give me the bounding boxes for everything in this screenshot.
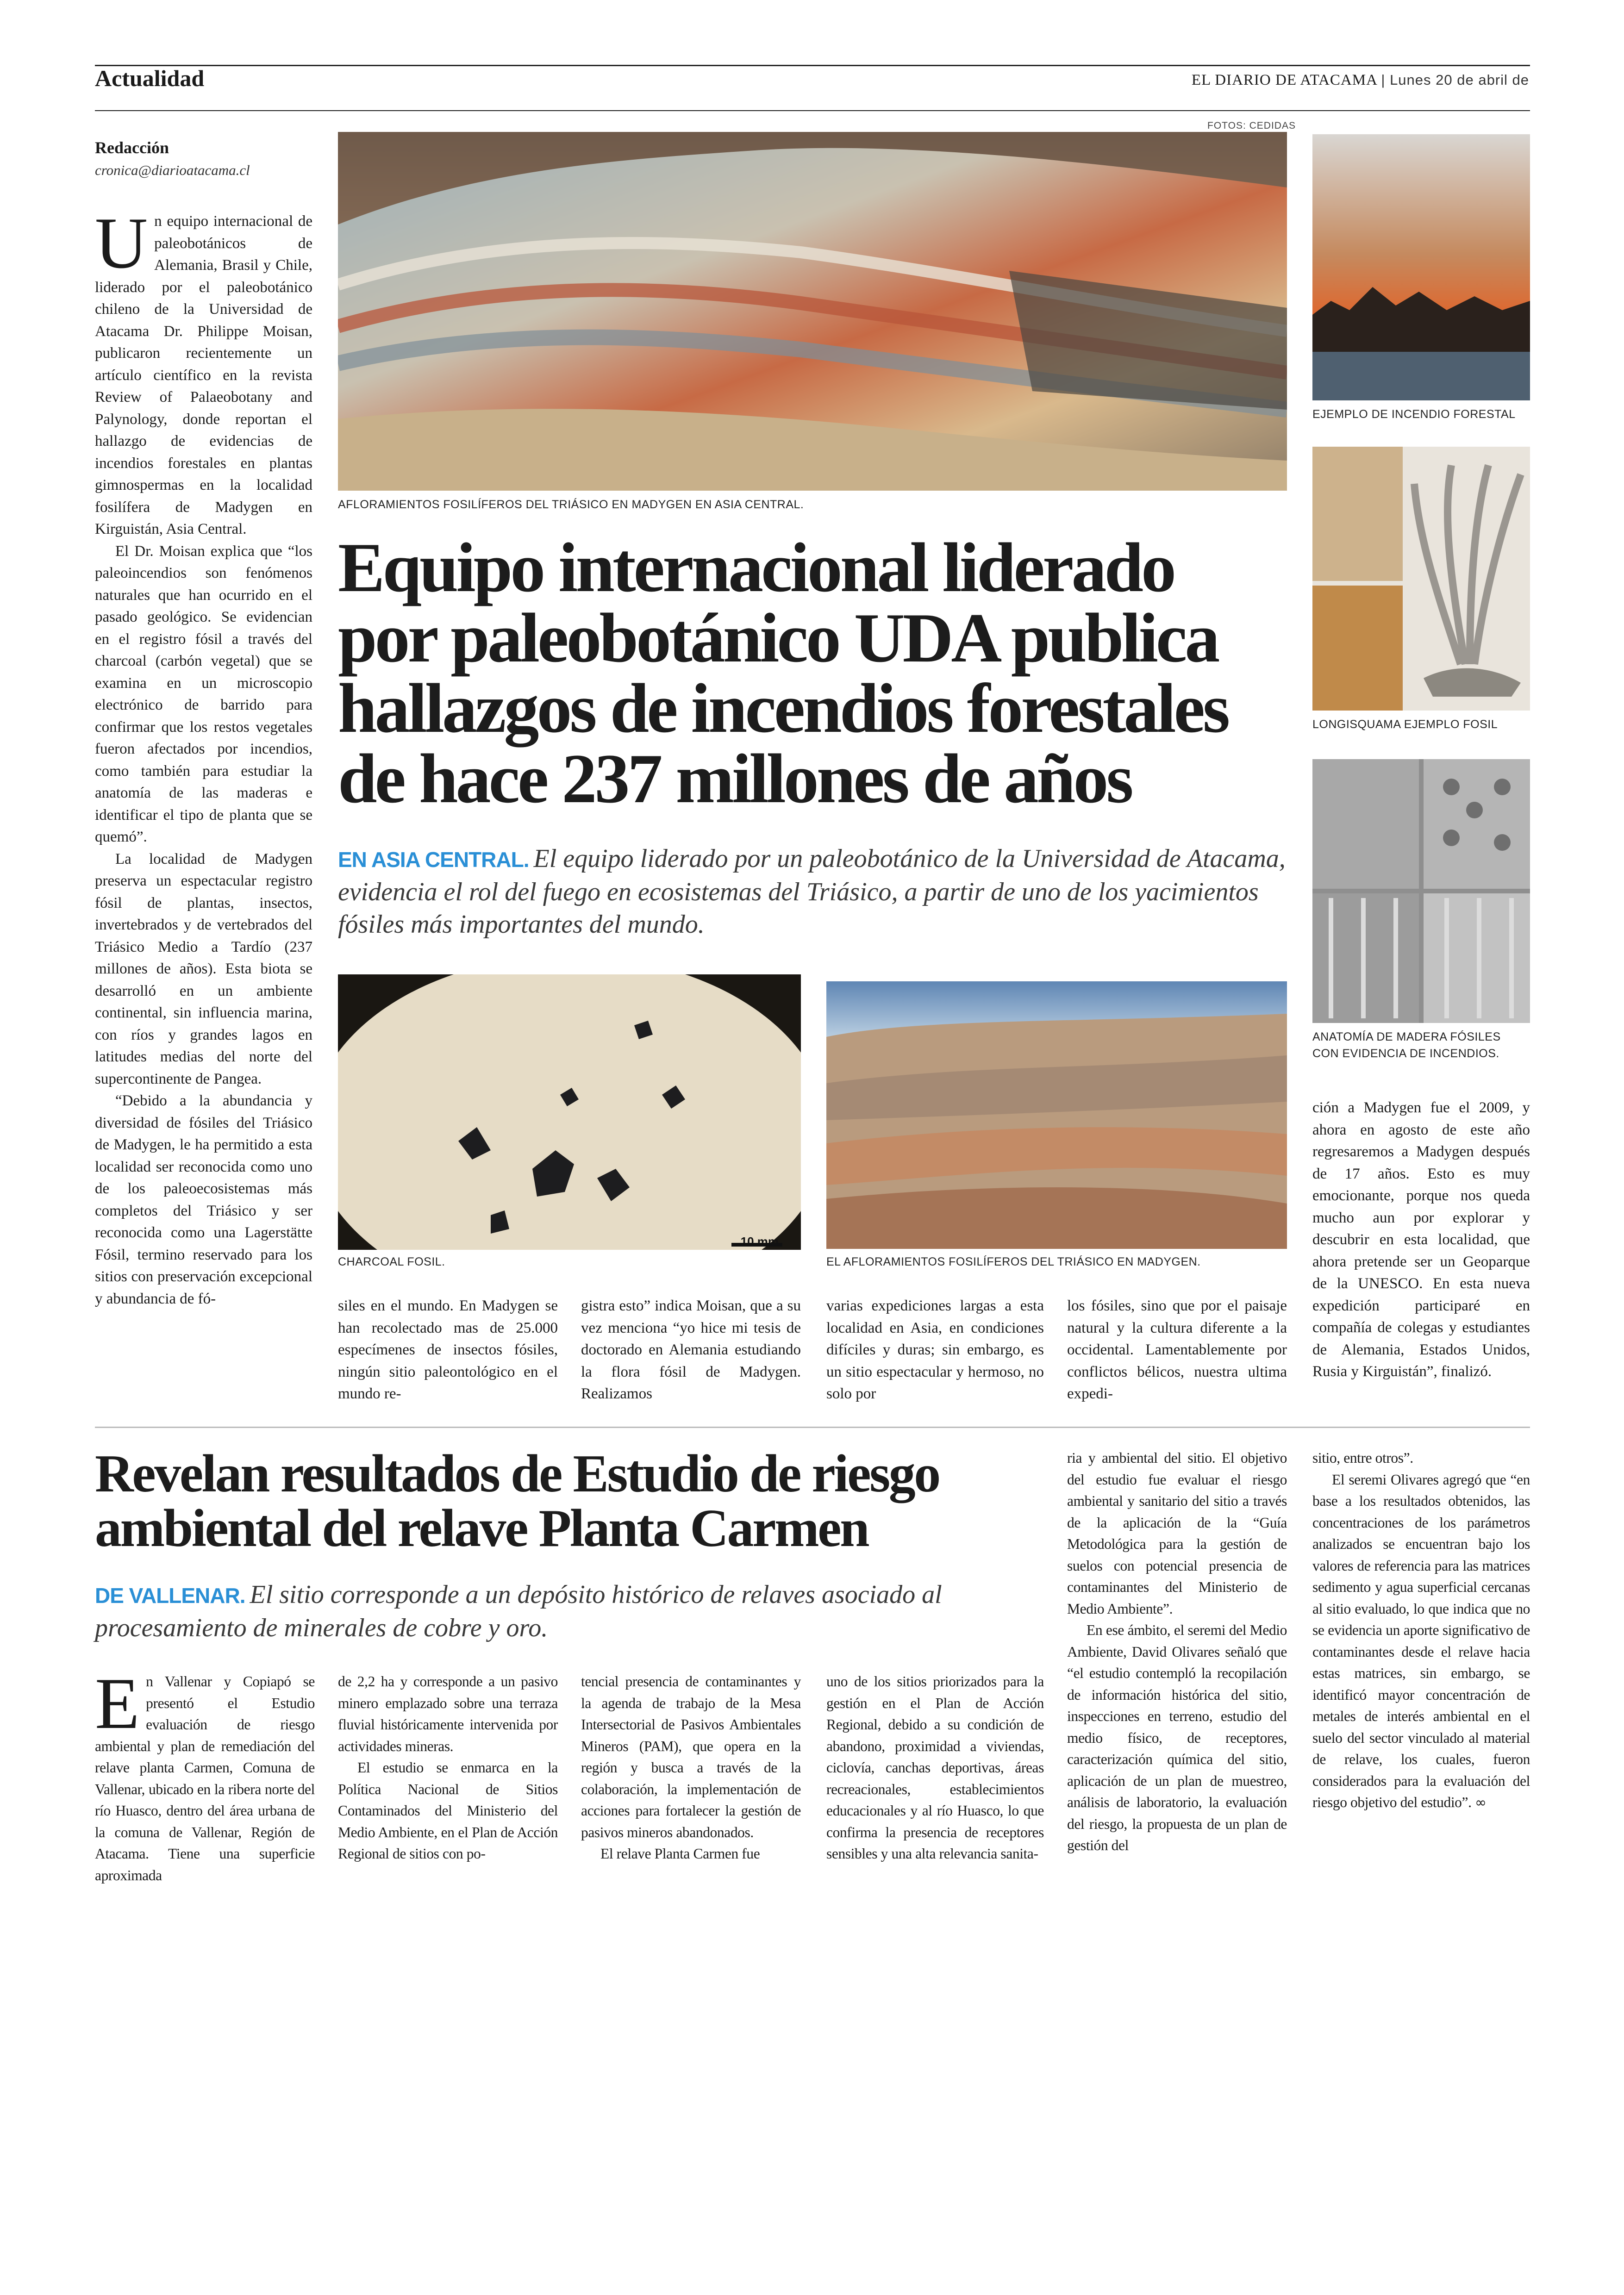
- headline-line: ambiental del relave Planta Carmen: [95, 1499, 868, 1558]
- header-top-rule: [95, 65, 1530, 66]
- article1-column-5: [1067, 1295, 1287, 1416]
- article1-deck: [338, 842, 1292, 941]
- caption-main-photo: AFLORAMIENTOS FOSILÍFEROS DEL TRIÁSICO EN MADYGEN EN ASIA CENTRAL.: [338, 498, 804, 511]
- header-bottom-rule: [95, 110, 1530, 111]
- paragraph: tencial presencia de contaminantes y la agenda de trabajo de la Mesa Intersectorial de Pasivos Ambientales Mineros (PAM), que opera en la región y busca a través de la colaboración, la implementación de acciones para fortalecer la gestión de pasivos mineros abandonados.: [581, 1673, 801, 1840]
- article1-column-2: [338, 1295, 558, 1416]
- paragraph: La localidad de Madygen preserva un espectacular registro fósil de plantas, insectos, invertebrados y de vertebrados del Triásico Medio a Tardío (237 millones de años). Esta biota se desarrolló en un ambiente continental, sin influencia marina, con ríos y grandes lagos en latitudes medias del norte del supercontinente de Pangea.: [95, 850, 312, 1087]
- article1-column-1: [95, 203, 312, 1414]
- article2-deck: [95, 1578, 1039, 1644]
- article1-column-3: [581, 1295, 801, 1416]
- madygen-outcrop-photo: [338, 132, 1287, 491]
- dropcap: E: [95, 1663, 140, 1744]
- headline-line: Revelan resultados de Estudio de riesgo: [95, 1444, 939, 1503]
- paragraph: ria y ambiental del sitio. El objetivo del estudio fue evaluar el riesgo ambiental y sanitario del sitio a través de la aplicación de la “Guía Metodológica para la gestión de suelos con potencial presencia de contaminantes del Ministerio de Medio Ambiente”.: [1067, 1450, 1287, 1617]
- paragraph: uno de los sitios priorizados para la gestión en el Plan de Acción Regional, debido a su condición de abandono, proximidad a viviendas, ciclovía, canchas deportivas, áreas recreacionales, establecimientos educacionales y al río Huasco, lo que confirma la presencia de receptores sensibles y una alta relevancia sanita-: [826, 1673, 1044, 1862]
- paragraph: siles en el mundo. En Madygen se han recolectado mas de 25.000 especímenes de insectos fósiles, ningún sitio paleontológico en el mundo re-: [338, 1297, 558, 1402]
- paragraph: de 2,2 ha y corresponde a un pasivo minero emplazado sobre una terraza fluvial históricamente intervenida por actividades mineras.: [338, 1673, 558, 1754]
- article2-column-1: [95, 1663, 315, 1912]
- article-separator: [95, 1427, 1530, 1428]
- article2-column-2: [338, 1671, 558, 1912]
- paragraph: sitio, entre otros”.: [1312, 1450, 1413, 1466]
- caption-longisquama: LONGISQUAMA EJEMPLO FOSIL: [1312, 718, 1498, 731]
- caption-anatomy: ANATOMÍA DE MADERA FÓSILES CON EVIDENCIA DE INCENDIOS.: [1312, 1030, 1501, 1060]
- caption-fire: EJEMPLO DE INCENDIO FORESTAL: [1312, 408, 1516, 421]
- wood-anatomy-photo: [1312, 759, 1530, 1023]
- caption-charcoal: CHARCOAL FOSIL.: [338, 1255, 445, 1268]
- article1-headline: [338, 529, 1301, 817]
- caption-madygen: EL AFLORAMIENTOS FOSILÍFEROS DEL TRIÁSICO EN MADYGEN.: [826, 1255, 1201, 1268]
- paragraph: El relave Planta Carmen fue: [600, 1846, 760, 1862]
- section-name: Actualidad: [95, 65, 205, 91]
- kicker: EN ASIA CENTRAL.: [338, 848, 529, 872]
- article2-column-5: [1067, 1447, 1287, 1915]
- forest-fire-photo: [1312, 134, 1530, 400]
- charcoal-fossil-photo: [338, 974, 801, 1250]
- madygen-landscape-photo: [826, 981, 1287, 1249]
- paragraph: En ese ámbito, el seremi del Medio Ambiente, David Olivares señaló que “el estudio contempló la recopilación de información histórica del sitio, inspecciones en terreno, estudio del medio físico, de receptores, caracterización química del sitio, aplicación de un plan de muestreo, análisis de laboratorio, la evaluación del riesgo, la propuesta de un plan de gestión del: [1067, 1622, 1287, 1853]
- paragraph: El seremi Olivares agregó que “en base a los resultados obtenidos, las concentraciones de los parámetros analizados se encuentran bajo los valores de referencia para las matrices sedimento y agua superficial cercanas al sitio evaluado, lo que indica que no se evidencia un aporte significativo de contaminantes desde el relave hacia estas matrices, sin embargo, se identificó mayor concentración de metales de interés ambiental en el suelo del sector vinculado al material de relave, los cuales, fueron considerados para la evaluación del riesgo objetivo del estudio”.: [1312, 1471, 1530, 1810]
- article1-column-6: [1312, 1097, 1530, 1416]
- paper-name: EL DIARIO DE ATACAMA: [1191, 72, 1377, 88]
- paragraph: los fósiles, sino que por el paisaje natural y la cultura diferente a la occidental. Lamentablemente por conflictos bélicos, nuestra ultima expedi-: [1067, 1297, 1287, 1402]
- headline-line: hallazgos de incendios forestales: [338, 669, 1228, 747]
- paragraph: n Vallenar y Copiapó se presentó el Estudio evaluación de riesgo ambiental y plan de remediación del relave planta Carmen, Comuna de Vallenar, ubicado en la ribera norte del río Huasco, dentro del área urbana de la comuna de Vallenar, Región de Atacama. Tiene una superficie aproximada: [95, 1673, 315, 1883]
- article2-headline: [95, 1444, 1058, 1558]
- headline-line: Equipo internacional liderado: [338, 529, 1174, 606]
- byline-email: cronica@diarioatacama.cl: [95, 162, 250, 178]
- kicker: DE VALLENAR.: [95, 1584, 245, 1608]
- end-mark: ∞: [1475, 1795, 1487, 1811]
- byline-name: Redacción: [95, 138, 169, 157]
- paragraph: n equipo internacional de paleobotánicos de Alemania, Brasil y Chile, liderado por el paleobotánico chileno de la Universidad de Atacama Dr. Philippe Moisan, publicaron recientemente un artículo científico en la revista Review of Palaeobotany and Palynology, donde reportan el hallazgo de evidencias de incendios forestales en plantas gimnospermas en la localidad fosilífera de Madygen en Kirguistán, Asia Central.: [95, 213, 312, 537]
- photo-credit: FOTOS: CEDIDAS: [1207, 120, 1296, 131]
- article2-column-6: [1312, 1447, 1530, 1915]
- scale-label: 10 mm: [740, 1235, 779, 1248]
- masthead: EL DIARIO DE ATACAMA | Lunes 20 de abril de: [1191, 72, 1529, 88]
- deck-text: El equipo liderado por un paleobotánico de la Universidad de Atacama, evidencia el rol del fuego en ecosistemas del Triásico, a partir de uno de los yacimientos fósiles más importantes del mundo.: [338, 844, 1286, 939]
- dropcap: U: [95, 203, 148, 284]
- article2-column-4: [826, 1671, 1044, 1912]
- article1-column-4: [826, 1295, 1044, 1416]
- paragraph: “Debido a la abundancia y diversidad de fósiles del Triásico de Madygen, le ha permitido a esta localidad ser reconocida como uno de los paleoecosistemas más completos del Triásico y ser reconocida como una Lagerstätte Fósil, termino reservado para los sitios con preservación excepcional y abundancia de fó-: [95, 1092, 312, 1307]
- paragraph: varias expediciones largas a esta localidad en Asia, en condiciones difíciles y duras; sin embargo, es un sitio espectacular y hermoso, no solo por: [826, 1297, 1044, 1402]
- issue-date: Lunes 20 de abril de: [1390, 72, 1529, 88]
- headline-line: por paleobotánico UDA publica: [338, 599, 1218, 677]
- longisquama-photo: [1312, 447, 1530, 711]
- headline-line: de hace 237 millones de años: [338, 740, 1131, 817]
- deck-text: El sitio corresponde a un depósito histórico de relaves asociado al procesamiento de minerales de cobre y oro.: [95, 1580, 942, 1642]
- paragraph: El estudio se enmarca en la Política Nacional de Sitios Contaminados del Ministerio del Medio Ambiente, en el Plan de Acción Regional de sitios con po-: [338, 1759, 558, 1862]
- paragraph: ción a Madygen fue el 2009, y ahora en agosto de este año regresaremos a Madygen después de 17 años. Esto es muy emocionante, porque nos queda mucho aun por explorar y descubrir en esta localidad, que ahora pretende ser un Geoparque de la UNESCO. En esta nueva expedición participaré en compañía de colegas y estudiantes de Alemania, Estados Unidos, Rusia y Kirguistán”, finalizó.: [1312, 1099, 1530, 1380]
- paragraph: gistra esto” indica Moisan, que a su vez menciona “yo hice mi tesis de doctorado en Alemania estudiando la flora fósil de Madygen. Realizamos: [581, 1297, 801, 1402]
- article2-column-3: [581, 1671, 801, 1912]
- paragraph: El Dr. Moisan explica que “los paleoincendios son fenómenos naturales que han ocurrido en el pasado geológico. Se evidencian en el registro fósil a través del charcoal (carbón vegetal) que se examina en un microscopio electrónico de barrido para confirmar que los restos vegetales fueron afectados por incendios, como también para estudiar la anatomía de las maderas e identificar el tipo de planta que se quemó”.: [95, 543, 312, 845]
